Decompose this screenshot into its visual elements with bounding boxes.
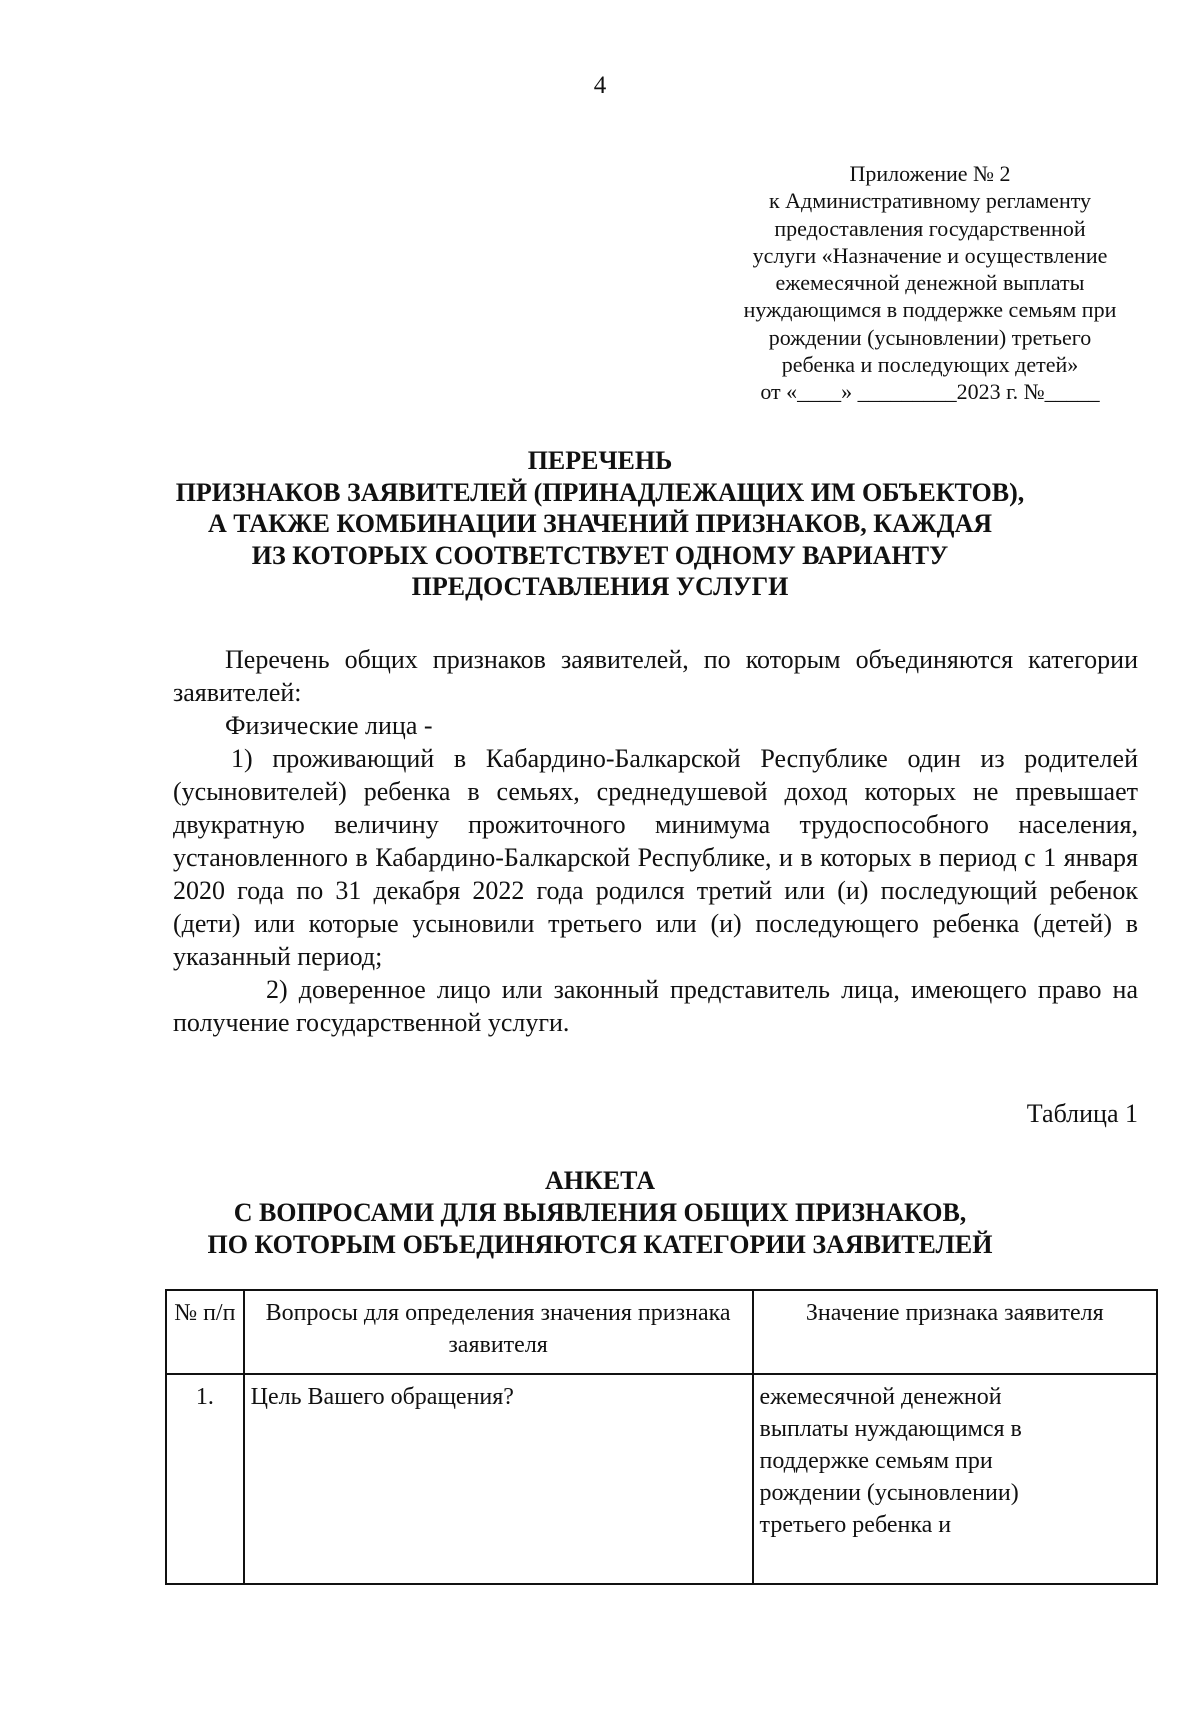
table-caption: Таблица 1	[1026, 1099, 1138, 1128]
form-title-line: АНКЕТА	[544, 1166, 656, 1195]
title-line: ПРИЗНАКОВ ЗАЯВИТЕЛЕЙ (ПРИНАДЛЕЖАЩИХ ИМ ОБЪЕКТОВ),	[175, 477, 1025, 507]
title-line: ИЗ КОТОРЫХ СООТВЕТСТВУЕТ ОДНОМУ ВАРИАНТУ	[251, 540, 949, 570]
form-title	[0, 1165, 1200, 1261]
row-value-line: ежемесячной денежной	[759, 1384, 1002, 1410]
row-question: Цель Вашего обращения?	[244, 1374, 753, 1584]
title-line: А ТАКЖЕ КОМБИНАЦИИ ЗНАЧЕНИЙ ПРИЗНАКОВ, КАЖДАЯ	[207, 509, 993, 538]
individuals-paragraph: Физические лица -	[225, 711, 433, 740]
appendix-block	[700, 160, 1160, 406]
body-text	[173, 643, 1138, 1039]
title-line: ПЕРЕЧЕНЬ	[527, 446, 673, 475]
document-title	[0, 445, 1200, 603]
row-value	[753, 1374, 1157, 1584]
appendix-line: ежемесячной денежной выплаты	[775, 270, 1085, 296]
appendix-date-line: от «____» _________2023 г. №_____	[760, 379, 1100, 405]
questionnaire-table	[165, 1289, 1158, 1585]
title-line: ПРЕДОСТАВЛЕНИЯ УСЛУГИ	[411, 572, 789, 601]
appendix-line: к Административному регламенту	[768, 188, 1092, 214]
row-value-line: выплаты нуждающимся в	[759, 1416, 1022, 1442]
form-title-line: С ВОПРОСАМИ ДЛЯ ВЫЯВЛЕНИЯ ОБЩИХ ПРИЗНАКОВ,	[233, 1198, 967, 1227]
item-2-paragraph: 2) доверенное лицо или законный представитель лица, имеющего право на получение государственной услуги.	[173, 975, 1138, 1037]
header-question: Вопросы для определения значения признака заявителя	[244, 1290, 753, 1374]
form-title-line: ПО КОТОРЫМ ОБЪЕДИНЯЮТСЯ КАТЕГОРИИ ЗАЯВИТЕЛЕЙ	[207, 1230, 993, 1259]
row-value-line: третьего ребенка и	[759, 1512, 952, 1538]
appendix-line: предоставления государственной	[774, 215, 1086, 241]
row-num: 1.	[166, 1374, 244, 1584]
row-value-line: поддержке семьям при	[759, 1448, 993, 1474]
row-value-line: рождении (усыновлении)	[759, 1480, 1019, 1506]
page-number: 4	[593, 72, 607, 99]
appendix-line: рождении (усыновлении) третьего	[768, 324, 1092, 350]
item-1-paragraph: 1) проживающий в Кабардино-Балкарской Республике один из родителей (усыновителей) ребенка в семьях, среднедушевой доход которых не превышает двукратную величину прожиточного минимума трудоспособного населения, установленного в Кабардино-Балкарской Республике, и в которых в период с 1 января 2020 года по 31 декабря 2022 года родился третий или (и) последующий ребенок (дети) или которые усыновили третьего или (и) последующего ребенка (детей) в указанный период;	[173, 744, 1138, 971]
header-value: Значение признака заявителя	[753, 1290, 1157, 1374]
appendix-line: Приложение № 2	[849, 161, 1011, 186]
table-row	[166, 1374, 1157, 1584]
appendix-line: услуги «Назначение и осуществление	[752, 242, 1108, 268]
table-header-row	[166, 1290, 1157, 1374]
appendix-line: нуждающимся в поддержке семьям при	[743, 297, 1117, 323]
header-num: № п/п	[166, 1290, 244, 1374]
appendix-line: ребенка и последующих детей»	[781, 352, 1079, 378]
intro-paragraph: Перечень общих признаков заявителей, по которым объединяются категории заявителей:	[173, 645, 1138, 707]
